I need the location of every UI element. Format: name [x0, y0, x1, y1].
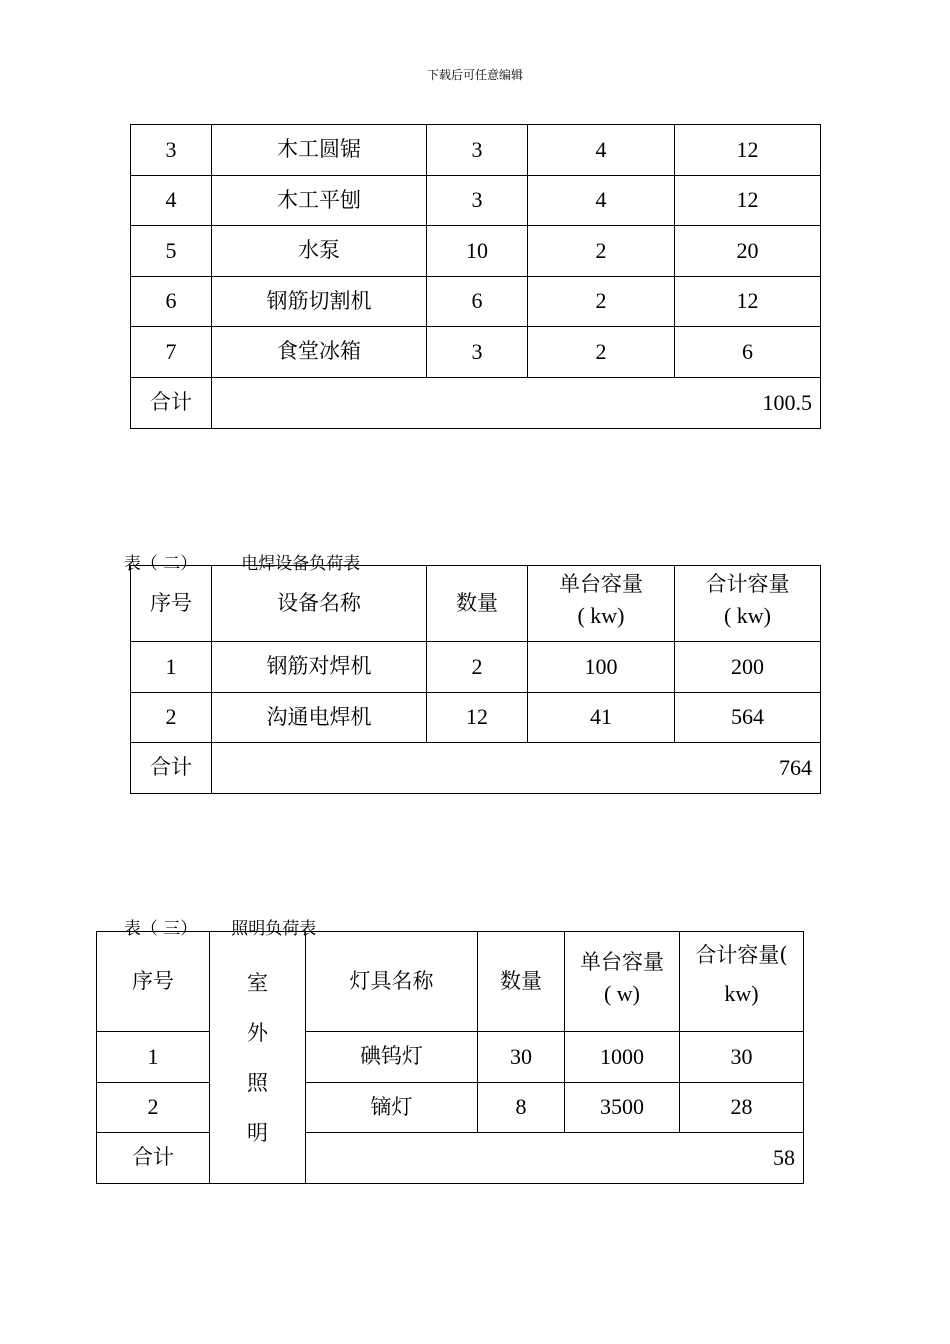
cell-qty: 3	[427, 327, 528, 378]
header-row	[131, 566, 821, 642]
header-unit-line2: ( kw)	[577, 603, 625, 629]
table-row	[97, 1032, 804, 1083]
cell-unit: 2	[528, 327, 675, 378]
cell-total: 6	[675, 327, 821, 378]
cell-name: 钢筋切割机	[212, 277, 427, 327]
cell-qty: 30	[478, 1032, 565, 1083]
header-row	[97, 932, 804, 1032]
page-header: 下载后可任意编辑	[426, 68, 523, 82]
cell-name: 木工圆锯	[212, 125, 427, 176]
lighting-load-table	[96, 931, 804, 1184]
header-qty: 数量	[427, 566, 528, 642]
cell-unit: 4	[528, 176, 675, 226]
total-value: 764	[212, 743, 821, 794]
header-unit-line2: ( w)	[603, 981, 641, 1007]
cell-no: 6	[131, 277, 212, 327]
cell-no: 1	[131, 642, 212, 693]
total-row	[131, 378, 821, 429]
total-label: 合计	[97, 1133, 210, 1184]
cell-qty: 3	[427, 125, 528, 176]
header-unit-capacity	[528, 566, 675, 642]
total-row	[131, 743, 821, 794]
cell-no: 5	[131, 226, 212, 277]
table-row	[131, 693, 821, 743]
table2-caption-prefix: 表（ 二）	[123, 554, 198, 574]
table3-caption-title: 照明负荷表	[231, 919, 317, 939]
header-no: 序号	[97, 932, 210, 1032]
cell-name: 沟通电焊机	[212, 693, 427, 743]
table3-caption-prefix: 表（ 三）	[123, 919, 198, 939]
table-row	[131, 277, 821, 327]
category-char: 照	[247, 1070, 268, 1095]
header-name: 设备名称	[212, 566, 427, 642]
cell-total: 30	[680, 1032, 804, 1083]
welding-load-table	[130, 565, 821, 794]
table2-caption-title: 电焊设备负荷表	[241, 554, 361, 574]
cell-no: 3	[131, 125, 212, 176]
category-char: 室	[247, 970, 268, 995]
cell-name: 镝灯	[306, 1083, 478, 1133]
cell-unit: 2	[528, 226, 675, 277]
table-row	[131, 327, 821, 378]
total-label: 合计	[131, 743, 212, 794]
header-total-line1: 合计容量	[705, 571, 790, 596]
header-name: 灯具名称	[306, 932, 478, 1032]
table-row	[131, 226, 821, 277]
cell-no: 2	[97, 1083, 210, 1133]
cell-unit: 100	[528, 642, 675, 693]
cell-total: 200	[675, 642, 821, 693]
table-row	[97, 1083, 804, 1133]
cell-total: 564	[675, 693, 821, 743]
header-unit-line1: 单台容量	[580, 949, 664, 974]
total-row	[97, 1133, 804, 1184]
cell-unit: 3500	[565, 1083, 680, 1133]
cell-name: 水泵	[212, 226, 427, 277]
header-total-line1: 合计容量(	[695, 942, 788, 967]
cell-no: 7	[131, 327, 212, 378]
header-category-outdoor-lighting	[210, 932, 306, 1184]
header-total-capacity	[680, 932, 804, 1032]
cell-unit: 2	[528, 277, 675, 327]
cell-qty: 10	[427, 226, 528, 277]
header-total-line2: ( kw)	[723, 603, 772, 629]
total-label: 合计	[131, 378, 212, 429]
cell-unit: 4	[528, 125, 675, 176]
cell-qty: 8	[478, 1083, 565, 1133]
cell-unit: 1000	[565, 1032, 680, 1083]
cell-no: 2	[131, 693, 212, 743]
table-row	[131, 642, 821, 693]
power-load-table	[130, 124, 821, 429]
cell-name: 木工平刨	[212, 176, 427, 226]
table-row	[131, 176, 821, 226]
cell-name: 食堂冰箱	[212, 327, 427, 378]
total-value: 58	[306, 1133, 804, 1184]
header-total-capacity	[675, 566, 821, 642]
category-char: 外	[247, 1020, 268, 1045]
cell-total: 12	[675, 176, 821, 226]
cell-total: 12	[675, 125, 821, 176]
cell-name: 钢筋对焊机	[212, 642, 427, 693]
cell-qty: 12	[427, 693, 528, 743]
header-unit-line1: 单台容量	[559, 571, 643, 596]
category-char: 明	[247, 1120, 268, 1145]
cell-total: 12	[675, 277, 821, 327]
cell-no: 1	[97, 1032, 210, 1083]
cell-no: 4	[131, 176, 212, 226]
cell-unit: 41	[528, 693, 675, 743]
header-total-line2: kw)	[724, 981, 759, 1007]
header-no: 序号	[131, 566, 212, 642]
cell-qty: 3	[427, 176, 528, 226]
cell-qty: 6	[427, 277, 528, 327]
header-qty: 数量	[478, 932, 565, 1032]
header-unit-capacity	[565, 932, 680, 1032]
cell-name: 碘钨灯	[306, 1032, 478, 1083]
cell-qty: 2	[427, 642, 528, 693]
table-row	[131, 125, 821, 176]
cell-total: 28	[680, 1083, 804, 1133]
total-value: 100.5	[212, 378, 821, 429]
cell-total: 20	[675, 226, 821, 277]
